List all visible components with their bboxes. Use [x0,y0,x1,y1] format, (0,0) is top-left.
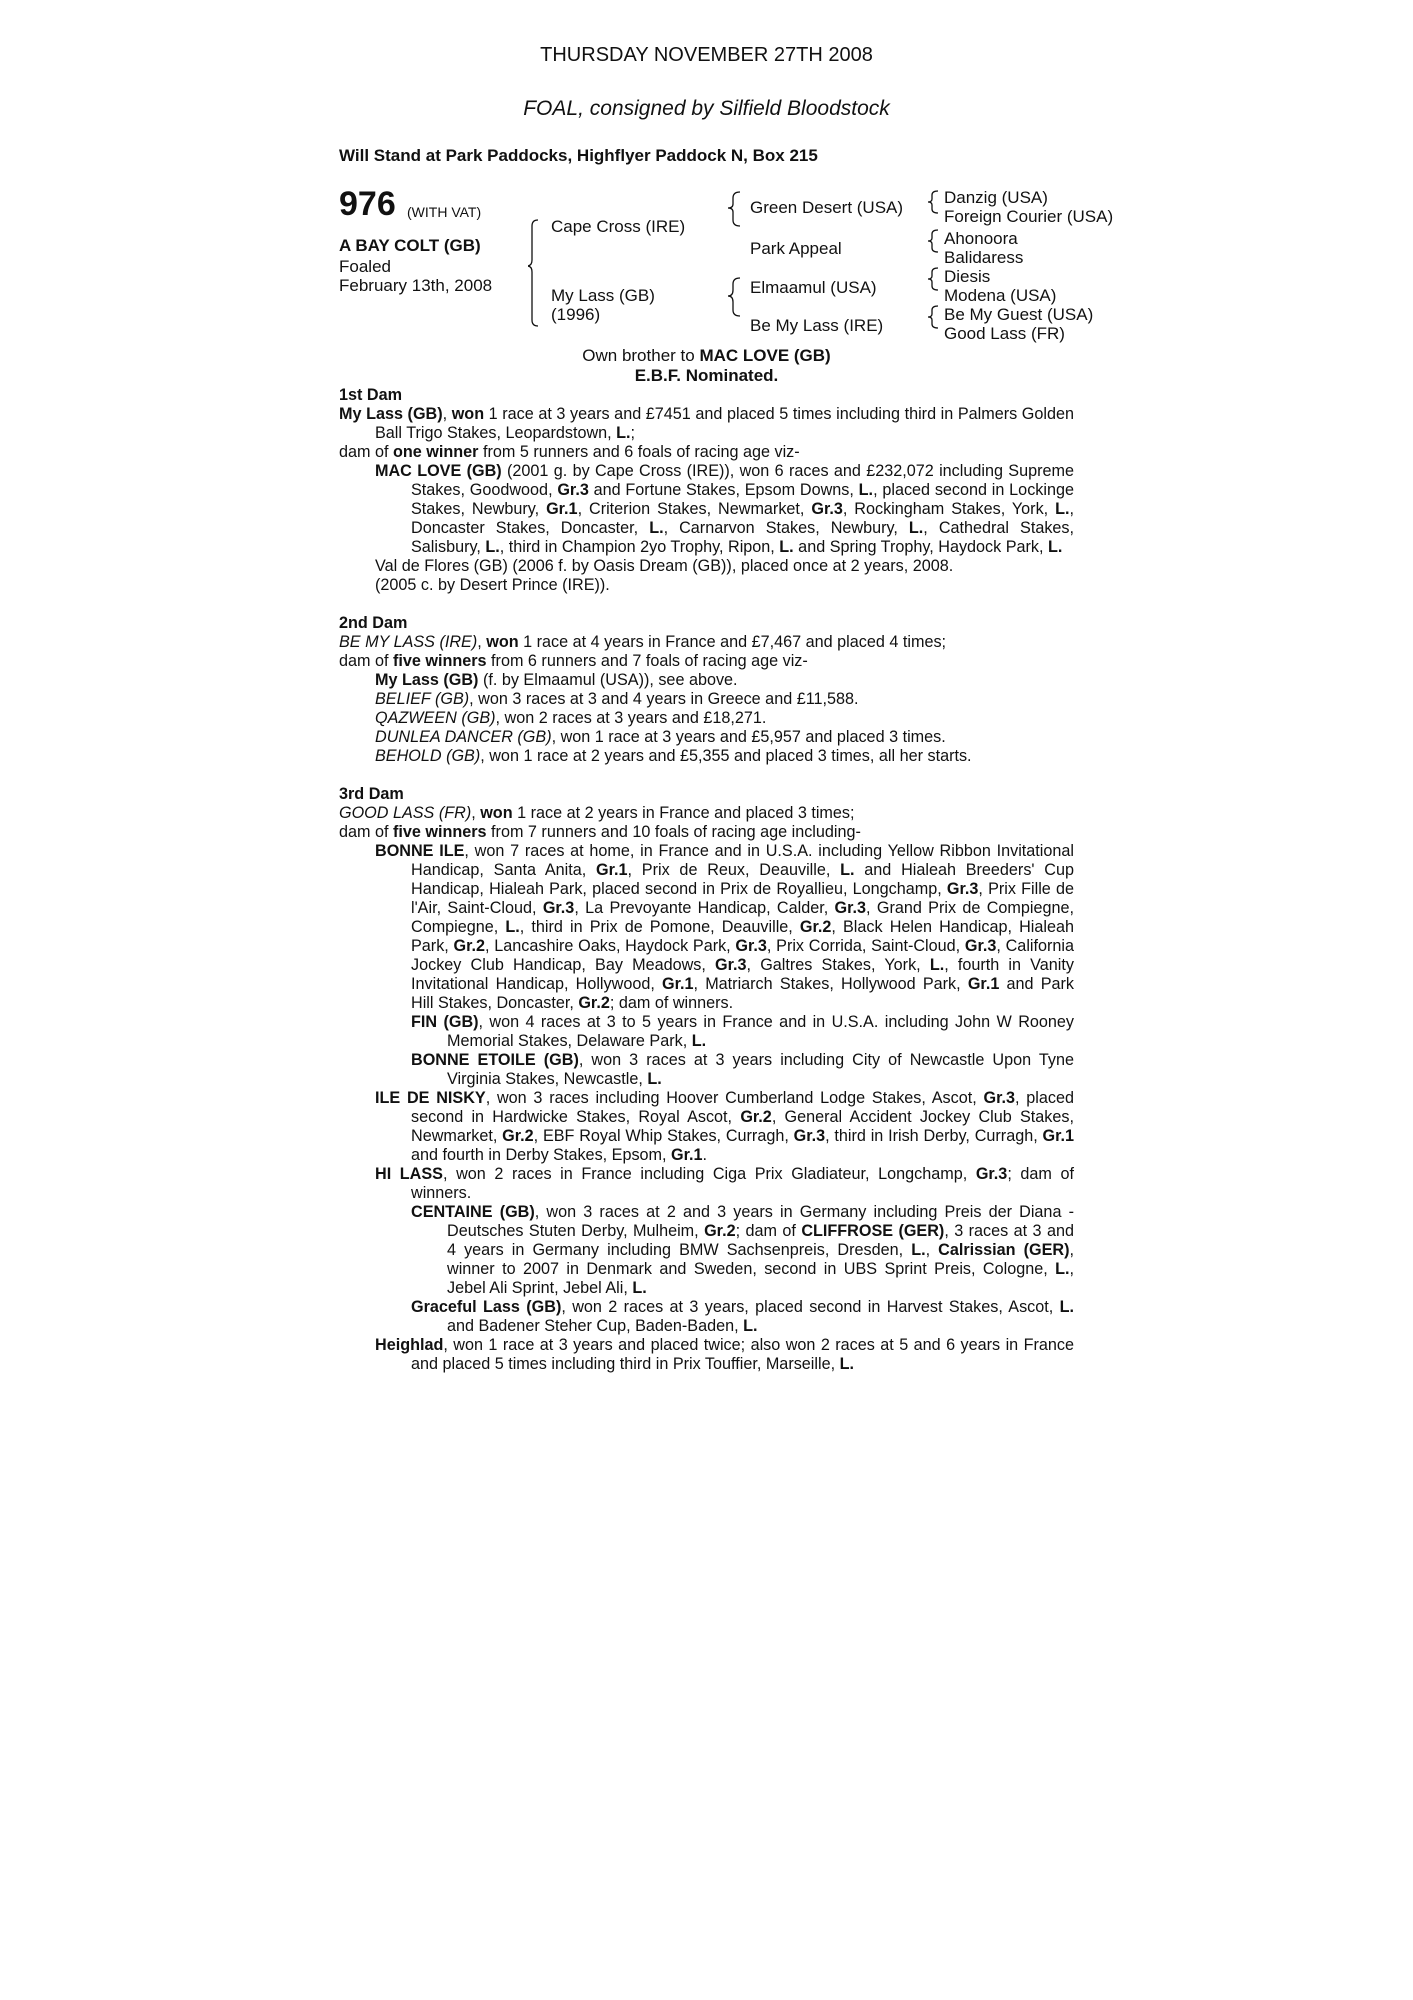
ebf-nominated: E.B.F. Nominated. [634,366,779,385]
bold-text: L. [1048,538,1063,556]
pedigree-dam-sire: Elmaamul (USA) [750,278,877,297]
bold-text: Gr.1 [662,975,694,993]
bold-text: Graceful Lass (GB) [411,1298,562,1316]
text-run: , won 1 race at 3 years and placed twice; also won 2 races at 5 and 6 years in France and placed 5 times including third in Prix Touffier, Marseille, [411,1336,1074,1373]
pedigree-sire-dam: Park Appeal [750,239,842,258]
text-run: , Prix de Reux, Deauville, [627,861,841,879]
text-run: , won 3 races including Hoover Cumberland Lodge Stakes, Ascot, [485,1089,984,1107]
second-dam-entry [339,633,1074,652]
produce-entry [339,842,1074,1013]
bracket-g3-1 [928,191,938,213]
bracket-g3-4 [928,306,938,328]
bracket-dam [728,278,740,316]
produce-entry [339,728,1074,747]
produce-entry [339,671,1074,690]
bold-text: Gr.3 [557,481,589,499]
text-run: (f. by Elmaamul (USA)), see above. [478,671,738,689]
text-run: , [477,633,487,651]
bold-text: L. [1059,1298,1074,1316]
text-run: , La Prevoyante Handicap, Calder, [574,899,835,917]
text-run: 1 race at 4 years in France and £7,467 and placed 4 times; [518,633,947,651]
text-run: , Criterion Stakes, Newmarket, [577,500,812,518]
pedigree-g3-2: Foreign Courier (USA) [944,207,1114,226]
text-run: . [702,1146,708,1164]
pedigree-g3-7: Be My Guest (USA) [944,305,1094,324]
bold-text: Gr.2 [453,937,486,955]
text-run: , won 2 races in France including Ciga Prix Gladiateur, Longchamp, [442,1165,976,1183]
bold-text: L. [616,424,631,442]
third-dam-heading: 3rd Dam [339,785,404,803]
text-run: from 5 runners and 6 foals of racing age viz- [478,443,800,461]
bold-text: Gr.1 [596,861,628,879]
text-run: and fourth in Derby Stakes, Epsom, [411,1146,672,1164]
bold-text: Gr.2 [799,918,832,936]
produce-entry [339,1089,1074,1165]
text-run: , won 1 race at 3 years and £5,957 and placed 3 times. [551,728,946,746]
bold-text: L. [858,481,874,499]
lot-description: A BAY COLT (GB) [339,236,481,255]
bracket-g3-3 [928,268,938,290]
bold-text: won [480,804,513,822]
bold-text: won [486,633,519,651]
own-brother-note [0,346,1413,366]
text-run: , Jebel Ali Sprint, Jebel Ali, [447,1260,1074,1297]
bold-text: one winner [393,443,479,461]
text-run: and Park Hill Stakes, Doncaster, [411,975,1075,1012]
text-run: , Carnarvon Stakes, Newbury, [663,519,909,537]
text-run: and Fortune Stakes, Epsom Downs, [588,481,859,499]
bold-text: Gr.2 [578,994,610,1012]
bracket-sire [728,192,740,226]
produce-entry [339,1051,1074,1089]
text-run: dam of [339,652,393,670]
bold-text: Gr.3 [834,899,867,917]
pedigree-sire-sire: Green Desert (USA) [750,198,904,217]
bold-text: Gr.2 [740,1108,772,1126]
foaled-label: Foaled [339,257,391,276]
produce-entry [339,1203,1074,1298]
third-dam-entry [339,823,1074,842]
bold-text: MAC LOVE (GB) [375,462,502,480]
dam-lines [339,386,1074,1374]
bold-text: My Lass (GB) [375,671,479,689]
bold-text: My Lass (GB) [339,405,443,423]
text-run: , Rockingham Stakes, York, [842,500,1056,518]
first-dam-entry [339,443,1074,462]
text-run: , placed second in Lockinge Stakes, Newbury, [411,481,1074,518]
pedigree-g3-4: Balidaress [944,248,1024,267]
bold-text: CENTAINE (GB) [411,1203,535,1221]
bold-text: five winners [393,823,487,841]
bold-text: L. [743,1317,758,1335]
bold-text: L. [505,918,520,936]
bold-text: L. [908,519,924,537]
italic-text: QAZWEEN (GB) [375,709,496,727]
text-run: , won 3 races at 3 years including City of Newcastle Upon Tyne Virginia Stakes, Newcastle, [447,1051,1075,1088]
pedigree-dam-year: (1996) [551,305,601,324]
bold-text: CLIFFROSE (GER) [801,1222,945,1240]
text-run: from 6 runners and 7 foals of racing age viz- [486,652,808,670]
italic-text: GOOD LASS (FR) [339,804,472,822]
bracket-main [528,220,538,326]
bold-text: L. [840,861,855,879]
bold-text: L. [929,956,945,974]
produce-entry [339,1336,1074,1374]
pedigree-g3-3: Ahonoora [944,229,1018,248]
italic-text: BELIEF (GB) [375,690,470,708]
text-run: , 3 races at 3 and 4 years in Germany including BMW Sachsenpreis, Dresden, [447,1222,1074,1259]
text-run: , [471,804,481,822]
pedigree-dam: My Lass (GB) [551,286,655,305]
stand-location: Will Stand at Park Paddocks, Highflyer Paddock N, Box 215 [339,146,818,165]
text-run: dam of [339,443,393,461]
bold-text: L. [691,1032,707,1050]
text-run: , [442,405,452,423]
second-dam-heading: 2nd Dam [339,614,408,632]
text-run: ; dam of [735,1222,802,1240]
text-run: , Prix Corrida, Saint-Cloud, [766,937,965,955]
lot-number: 976 [339,185,396,223]
foaled-date: February 13th, 2008 [339,276,493,295]
produce-entry [339,1013,1074,1051]
pedigree-sire: Cape Cross (IRE) [551,217,686,236]
text-run: , Galtres Stakes, York, [746,956,930,974]
bold-text: won [451,405,485,423]
text-run: ; [630,424,636,442]
text-run: , won 2 races at 3 years, placed second in Harvest Stakes, Ascot, [561,1298,1060,1316]
text-run: and Hialeah Breeders' Cup Handicap, Hialeah Park, placed second in Prix de Royallieu, Longchamp, [411,861,1074,898]
text-run: (2001 g. by Cape Cross (IRE)), won 6 races and £232,072 including Supreme Stakes, Goodwood, [411,462,1074,499]
bold-text: L. [839,1355,854,1373]
bracket-g3-2 [928,230,938,252]
sale-date: THURSDAY NOVEMBER 27TH 2008 [540,44,873,66]
text-run: , won 3 races at 3 and 4 years in Greece and £11,588. [469,690,859,708]
text-run: from 7 runners and 10 foals of racing age including- [486,823,861,841]
text-run: , [925,1241,939,1259]
bold-text: Gr.3 [793,1127,826,1145]
italic-text: BEHOLD (GB) [375,747,481,765]
text-run: and Badener Steher Cup, Baden-Baden, [447,1317,744,1335]
bold-text: L. [647,1070,662,1088]
bold-text: Gr.3 [811,500,843,518]
pedigree-g3-1: Danzig (USA) [944,188,1048,207]
text-run: (2005 c. by Desert Prince (IRE)). [375,576,610,594]
text-run: , winner to 2007 in Denmark and Sweden, second in UBS Sprint Preis, Cologne, [447,1241,1074,1278]
vat-note: (WITH VAT) [407,204,482,220]
bold-text: ILE DE NISKY [375,1089,486,1107]
produce-entry [339,576,1074,595]
bold-text: Gr.2 [502,1127,534,1145]
pedigree-dam-dam: Be My Lass (IRE) [750,316,884,335]
produce-entry [339,747,1074,766]
text-run: , Cathedral Stakes, Salisbury, [411,519,1075,556]
text-run: , third in Champion 2yo Trophy, Ripon, [499,538,780,556]
text-run: , won 2 races at 3 years and £18,271. [495,709,767,727]
bold-text: L. [911,1241,926,1259]
bold-text: Gr.2 [704,1222,736,1240]
bold-text: L. [485,538,500,556]
bold-text: Gr.3 [542,899,575,917]
text-run: , won 7 races at home, in France and in U.S.A. including Yellow Ribbon Invitational Handicap, Santa Anita, [411,842,1074,879]
text-run: , third in Irish Derby, Curragh, [825,1127,1043,1145]
bold-text: five winners [393,652,487,670]
text-run: , fourth in Vanity Invitational Handicap, Hollywood, [411,956,1074,993]
bold-text: Calrissian (GER) [938,1241,1070,1259]
second-dam-entry [339,652,1074,671]
bold-text: Gr.3 [735,937,767,955]
bold-text: L. [632,1279,647,1297]
bold-text: BONNE ILE [375,842,465,860]
text-run: ; dam of winners. [609,994,734,1012]
bold-text: Heighlad [375,1336,444,1354]
text-run: Val de Flores (GB) (2006 f. by Oasis Dream (GB)), placed once at 2 years, 2008. [375,557,954,575]
produce-entry [339,1298,1074,1336]
italic-text: BE MY LASS (IRE) [339,633,478,651]
text-run: 1 race at 2 years in France and placed 3 times; [512,804,855,822]
bold-text: Gr.3 [983,1089,1016,1107]
bold-text: FIN (GB) [411,1013,479,1031]
consignment-line: FOAL, consigned by Silfield Bloodstock [523,97,890,120]
bold-text: Gr.3 [964,937,997,955]
produce-entry [339,690,1074,709]
bold-text: L. [1055,500,1070,518]
text-run: , won 3 races at 2 and 3 years in Germany including Preis der Diana - Deutsches Stuten Derby, Mulheim, [447,1203,1074,1240]
text-run: , won 1 race at 2 years and £5,355 and placed 3 times, all her starts. [480,747,972,765]
produce-entry [339,709,1074,728]
pedigree-g3-8: Good Lass (FR) [944,324,1065,343]
own-brother-prefix: Own brother to [582,346,700,365]
text-run: , placed second in Hardwicke Stakes, Royal Ascot, [411,1089,1074,1126]
text-run: , won 4 races at 3 to 5 years in France and in U.S.A. including John W Rooney Memorial Stakes, Delaware Park, [447,1013,1074,1050]
produce-entry [339,557,1074,576]
bold-text: Gr.1 [967,975,1000,993]
pedigree-g3-5: Diesis [944,267,991,286]
text-run: , EBF Royal Whip Stakes, Curragh, [533,1127,794,1145]
bold-text: Gr.3 [946,880,979,898]
text-run: , Grand Prix de Compiegne, Compiegne, [411,899,1074,936]
text-run: ; dam of winners. [411,1165,1075,1202]
pedigree-g3-6: Modena (USA) [944,286,1057,305]
first-dam-entry [339,405,1074,443]
own-brother-name: MAC LOVE (GB) [699,346,831,365]
bold-text: Gr.1 [1042,1127,1074,1145]
bold-text: Gr.3 [715,956,747,974]
bold-text: Gr.1 [546,500,578,518]
bold-text: Gr.3 [975,1165,1008,1183]
italic-text: DUNLEA DANCER (GB) [375,728,552,746]
bold-text: L. [1055,1260,1070,1278]
text-run: 1 race at 3 years and £7451 and placed 5 times including third in Palmers Golden Ball Trigo Stakes, Leopardstown, [375,405,1074,442]
text-run: , Lancashire Oaks, Haydock Park, [485,937,736,955]
text-run: and Spring Trophy, Haydock Park, [793,538,1049,556]
third-dam-entry [339,804,1074,823]
text-run: , Doncaster Stakes, Doncaster, [411,500,1074,537]
bold-text: BONNE ETOILE (GB) [411,1051,579,1069]
bold-text: HI LASS [375,1165,443,1183]
produce-entry [339,1165,1074,1203]
text-run: dam of [339,823,393,841]
first-dam-heading: 1st Dam [339,386,402,404]
text-run: , Matriarch Stakes, Hollywood Park, [693,975,968,993]
text-run: , General Accident Jockey Club Stakes, Newmarket, [411,1108,1074,1145]
text-run: , California Jockey Club Handicap, Bay Meadows, [411,937,1074,974]
produce-entry [339,462,1074,557]
text-run: , third in Prix de Pomone, Deauville, [519,918,800,936]
text-run: , Prix Fille de l'Air, Saint-Cloud, [411,880,1074,917]
bold-text: Gr.1 [671,1146,703,1164]
bold-text: L. [779,538,794,556]
bold-text: L. [649,519,664,537]
text-run: , Black Helen Handicap, Hialeah Park, [411,918,1074,955]
